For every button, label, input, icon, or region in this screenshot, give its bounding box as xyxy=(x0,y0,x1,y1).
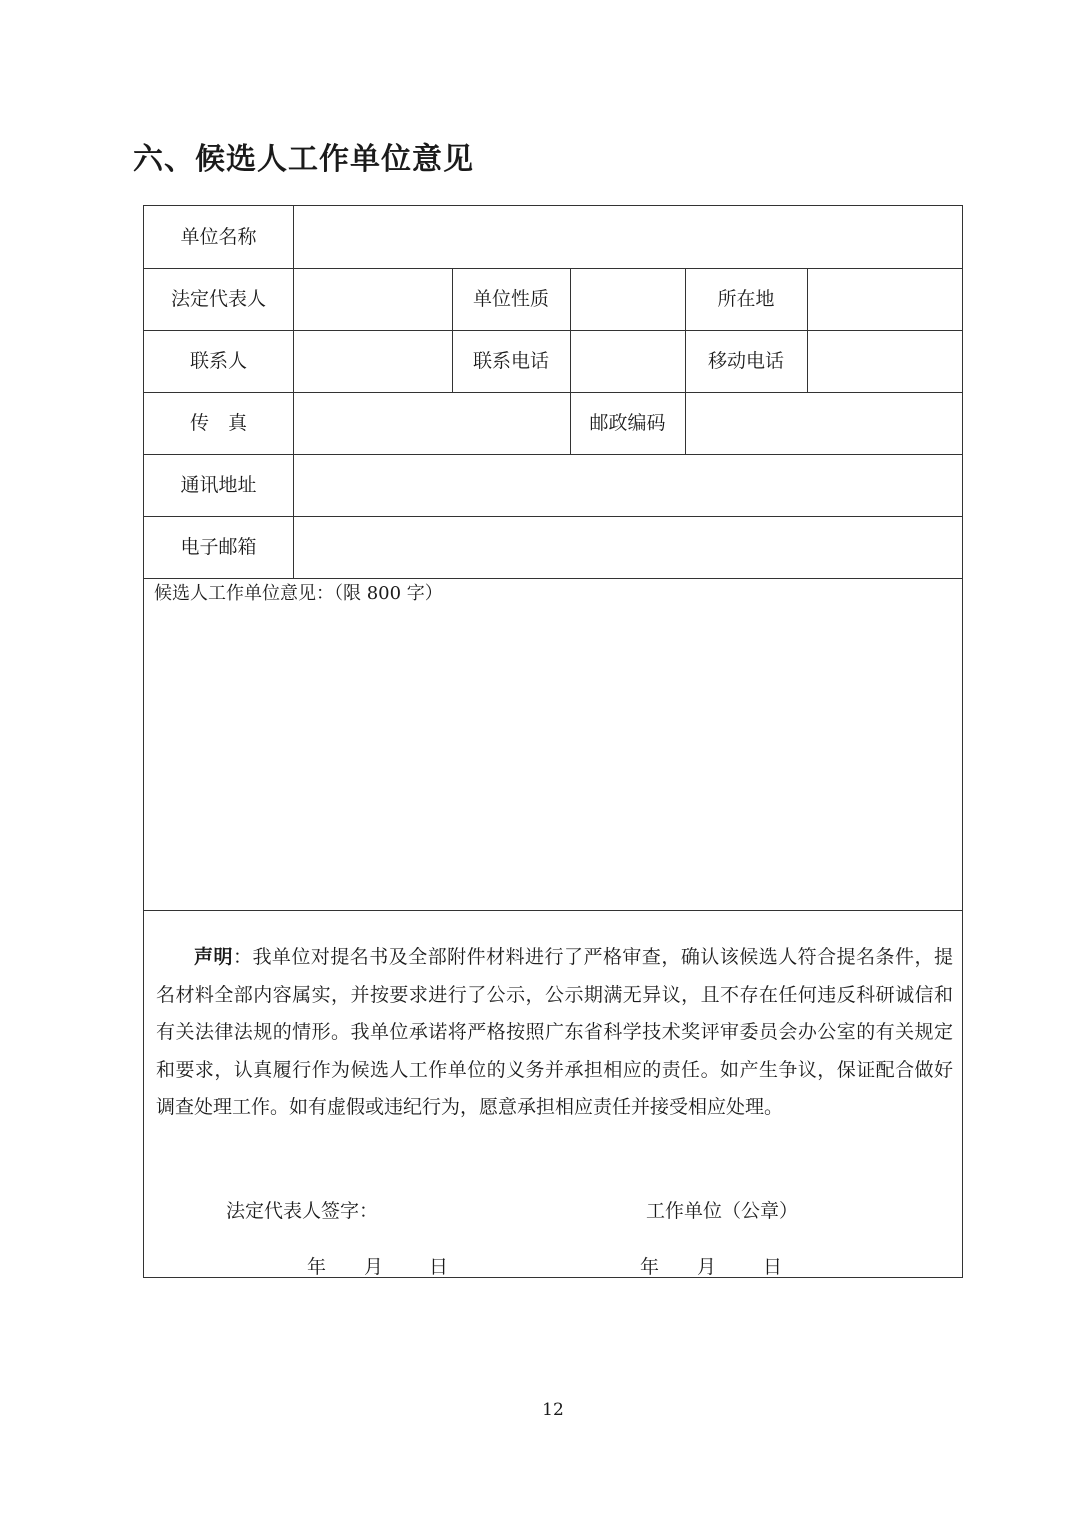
unit-name-label: 单位名称 xyxy=(180,226,257,248)
email-field[interactable] xyxy=(294,516,962,578)
section-title: 六、候选人工作单位意见 xyxy=(133,142,474,177)
contact-phone-field[interactable] xyxy=(571,330,685,392)
location-field[interactable] xyxy=(808,268,962,330)
right-date-month: 月 xyxy=(697,1256,717,1278)
contact-phone-label: 联系电话 xyxy=(472,350,549,372)
unit-nature-label: 单位性质 xyxy=(472,288,549,310)
email-label: 电子邮箱 xyxy=(180,536,257,558)
legal-rep-label: 法定代表人 xyxy=(170,288,266,310)
mobile-label: 移动电话 xyxy=(707,350,784,372)
unit-nature-field[interactable] xyxy=(571,268,685,330)
postcode-label: 邮政编码 xyxy=(589,412,666,434)
left-date-year: 年 xyxy=(307,1256,327,1278)
unit-opinion-form xyxy=(143,205,963,1278)
unit-name-field[interactable] xyxy=(294,206,962,268)
page-number: 12 xyxy=(542,1400,564,1420)
declaration-lead: 声明 xyxy=(194,946,233,968)
fax-label: 传 真 xyxy=(189,412,247,434)
opinion-textarea[interactable] xyxy=(154,611,954,901)
address-field[interactable] xyxy=(294,454,962,516)
declaration-separator: ： xyxy=(232,946,253,968)
address-label: 通讯地址 xyxy=(180,474,257,496)
row-divider xyxy=(144,910,962,911)
legal-rep-signature-label: 法定代表人签字： xyxy=(226,1200,379,1222)
left-date-day: 日 xyxy=(429,1256,449,1278)
declaration-text xyxy=(156,939,953,1127)
mobile-field[interactable] xyxy=(808,330,962,392)
right-date-day: 日 xyxy=(763,1256,783,1278)
postcode-field[interactable] xyxy=(686,392,962,454)
contact-label: 联系人 xyxy=(189,350,247,372)
unit-seal-label: 工作单位（公章） xyxy=(646,1200,799,1222)
fax-field[interactable] xyxy=(294,392,570,454)
left-date-month: 月 xyxy=(364,1256,384,1278)
location-label: 所在地 xyxy=(717,288,775,310)
legal-rep-field[interactable] xyxy=(294,268,452,330)
contact-field[interactable] xyxy=(294,330,452,392)
declaration-body: 我单位对提名书及全部附件材料进行了严格审查，确认该候选人符合提名条件，提名材料全部内容属实，并按要求进行了公示，公示期满无异议，且不存在任何违反科研诚信和有关法律法规的情形。我单位承诺将严格按照广东省科学技术奖评审委员会办公室的有关规定和要求，认真履行作为候选人工作单位的义务并承担相应的责任。如产生争议，保证配合做好调查处理工作。如有虚假或违纪行为，愿意承担相应责任并接受相应处理。 xyxy=(156,946,953,1118)
opinion-label: 候选人工作单位意见：（限 800 字） xyxy=(154,583,443,604)
right-date-year: 年 xyxy=(640,1256,660,1278)
